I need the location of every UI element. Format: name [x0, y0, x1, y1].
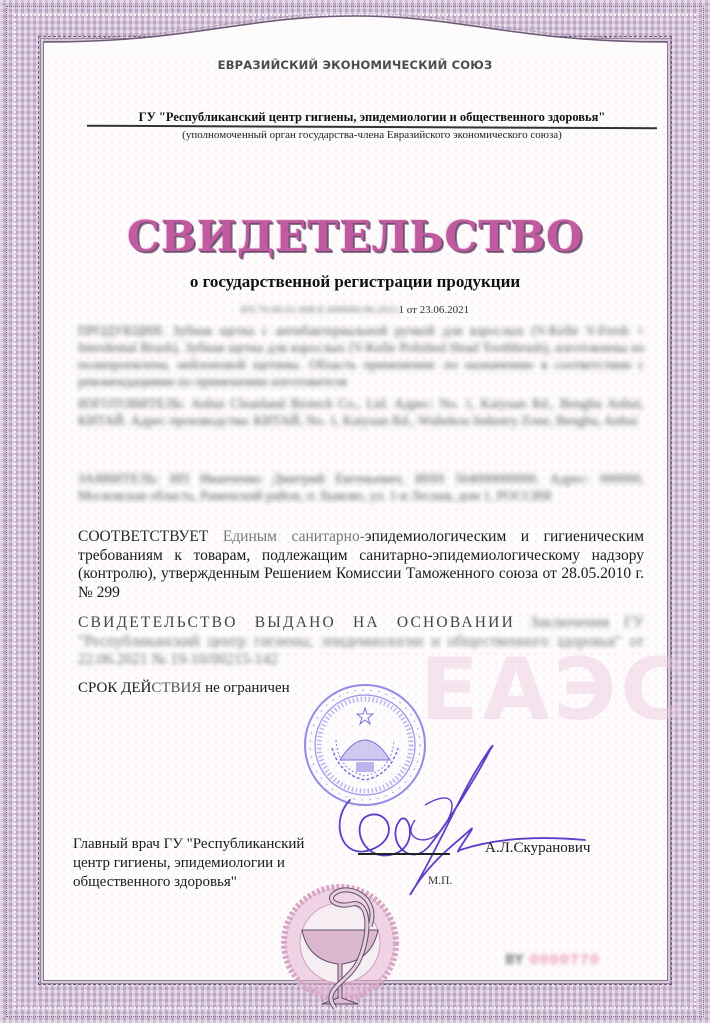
- conformity-text-faded: Единым санитарно-: [208, 528, 365, 545]
- eaeu-watermark: ЕАЭС: [420, 640, 688, 740]
- product-section-redacted: ПРОДУКЦИЯ: Зубная щетка с антибактериальной ручкой для взрослых (V-Kelle V-Fresh + Interdental Brush), Зубная щетка для взрослых (V-Kelle Polished Head Toothbrush), изготовлены из полипропилена, нейлоновой щетины. Область применения: по назначению в соответствии с рекомендациями по применению изготовителя: [78, 323, 644, 389]
- signatory-name: А.Л.Скуранович: [485, 840, 591, 856]
- signature-line: [358, 853, 450, 855]
- manufacturer-section-redacted: ИЗГОТОВИТЕЛЬ: Anhui Cleanland Biotech Co., Ltd. Адрес: No. 1, Kaiyuan Rd., Bengbu Anhui, КИТАЙ. Адрес производства: КИТАЙ, No. 1, Kaiyuan Rd., Wuhekou Industry Zone, Bengbu, Anhui: [78, 396, 644, 428]
- validity-period: [78, 680, 290, 697]
- serial-prefix: BY: [505, 953, 524, 968]
- issuance-basis-lead: СВИДЕТЕЛЬСТВО ВЫДАНО НА ОСНОВАНИИ: [78, 614, 515, 631]
- conformity-text: эпидемиологическим и гигиеническим требованиям к товарам, подлежащим санитарно-эпидемиологическому надзору (контролю), утвержденным Решением Комиссии Таможенного союза от 28.05.2010 г. № 299: [78, 528, 644, 601]
- certificate-date: 23.06.2021: [419, 304, 470, 316]
- conformity-lead: СООТВЕТСТВУЕТ: [78, 528, 209, 545]
- seal-place-mark: М.П.: [428, 875, 453, 887]
- validity-value: не ограничен: [201, 680, 290, 696]
- issuing-body: ГУ "Республиканский центр гигиены, эпидемиологии и общественного здоровья": [138, 110, 606, 124]
- issuing-body-note: (уполномоченный орган государства-члена Евразийского экономического союза): [182, 129, 562, 141]
- signatory-position: Главный врач ГУ "Республиканский центр гигиены, эпидемиологии и общественного здоровья": [73, 836, 305, 890]
- validity-lead-a: СРОК ДЕЙ: [78, 680, 152, 696]
- document-subtitle: о государственной регистрации продукции: [189, 272, 521, 291]
- document-title: СВИДЕТЕЛЬСТВО: [126, 212, 584, 261]
- certificate-number-redacted: BY.70.06.01.008.E.000000.06.2021: [240, 304, 399, 316]
- applicant-section-redacted: ЗАЯВИТЕЛЬ: ИП Иванченко Дмитрий Евгеньевич, ИНН 504000000000. Адрес: 000000, Московская область, Раменский район, п. Быково, ул. 1-я Лесная, дом 1, РОССИЯ: [78, 471, 644, 503]
- form-serial-number: [505, 953, 600, 968]
- issuance-basis: [78, 614, 644, 670]
- union-name: ЕВРАЗИЙСКИЙ ЭКОНОМИЧЕСКИЙ СОЮЗ: [217, 58, 493, 72]
- serial-number: 0000770: [529, 953, 600, 968]
- conformity-statement: [78, 528, 644, 602]
- issuance-basis-redacted: Заключения ГУ "Республиканский центр гигиены, эпидемиологии и общественного здоровья" от 22.06.2021 № 19-10/00215-142: [78, 614, 645, 668]
- certificate-number: [0, 304, 710, 316]
- bowl-of-hygieia-emblem-icon: [280, 868, 400, 1023]
- certificate-date-prefix: 1 от: [398, 304, 420, 316]
- top-arch-ornament: [44, 14, 667, 54]
- validity-lead-b: СТВИЯ: [151, 680, 202, 696]
